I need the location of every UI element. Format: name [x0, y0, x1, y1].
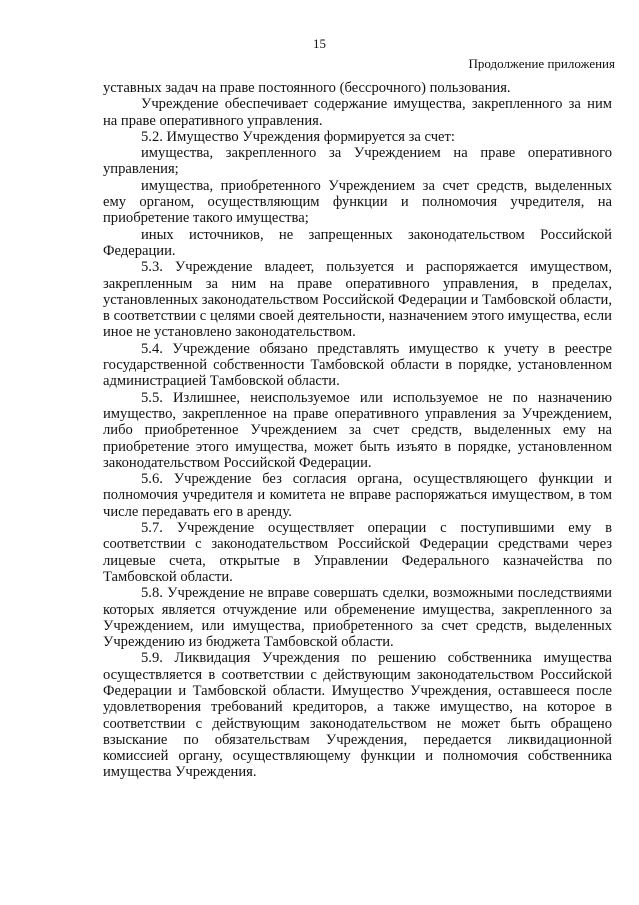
paragraph-maintenance: Учреждение обеспечивает содержание имущества, закрепленного за ним на праве оперативного управления. [103, 96, 612, 129]
paragraph-5-5: 5.5. Излишнее, неиспользуемое или используемое не по назначению имущество, закрепленное на праве оперативного управления за Учреждением, либо приобретенное Учреждением за счет средств, выделенных ему на приобретение этого имущества, может быть изъято в порядке, установленном законодательством Российской Федерации. [103, 389, 612, 471]
paragraph-5-7: 5.7. Учреждение осуществляет операции с поступившими ему в соответствии с законодательством Российской Федерации средствами через лицевые счета, открытые в Управлении Федерального казначейства по Тамбовской области. [103, 520, 612, 585]
paragraph-5-2-item-3: иных источников, не запрещенных законодательством Российской Федерации. [103, 226, 612, 259]
paragraph-continuation: уставных задач на праве постоянного (бессрочного) пользования. [103, 80, 511, 96]
paragraph-5-6: 5.6. Учреждение без согласия органа, осуществляющего функции и полномочия учредителя и комитета не вправе распоряжаться имуществом, в том числе передавать его в аренду. [103, 471, 612, 520]
paragraph-5-3: 5.3. Учреждение владеет, пользуется и распоряжается имуществом, закрепленным за ним на праве оперативного управления, в пределах, установленных законодательством Российской Федерации и Тамбовской области, в соответствии с целями своей деятельности, назначением этого имущества, если иное не установлено законодательством. [103, 259, 612, 341]
paragraph-5-9: 5.9. Ликвидация Учреждения по решению собственника имущества осуществляется в соответствии с действующим законодательством Российской Федерации и Тамбовской области. Имущество Учреждения, оставшееся после удовлетворения требований кредиторов, а также имущество, на которое в соответствии с действующим законодательством не может быть обращено взыскание по обязательствам Учреждения, передается ликвидационной комиссией органу, осуществляющему функции и полномочия собственника имущества Учреждения. [103, 650, 612, 781]
paragraph-5-2-item-2: имущества, приобретенного Учреждением за счет средств, выделенных ему органом, осуществляющим функции и полномочия учредителя, на приобретение такого имущества; [103, 177, 612, 227]
document-body [103, 80, 612, 781]
page-number: 15 [313, 36, 326, 51]
paragraph-5-2: 5.2. Имущество Учреждения формируется за счет: [141, 128, 455, 145]
paragraph-5-8: 5.8. Учреждение не вправе совершать сделки, возможными последствиями которых является отчуждение или обременение имущества, закрепленного за Учреждением, или имущества, приобретенного за счет средств, выделенных Учреждению из бюджета Тамбовской области. [103, 585, 612, 651]
paragraph-5-4: 5.4. Учреждение обязано представлять имущество к учету в реестре государственной собственности Тамбовской области в порядке, установленном администрацией Тамбовской области. [103, 340, 612, 390]
continuation-note: Продолжение приложения [468, 56, 615, 71]
paragraph-5-2-item-1: имущества, закрепленного за Учреждением на праве оперативного управления; [103, 145, 612, 178]
